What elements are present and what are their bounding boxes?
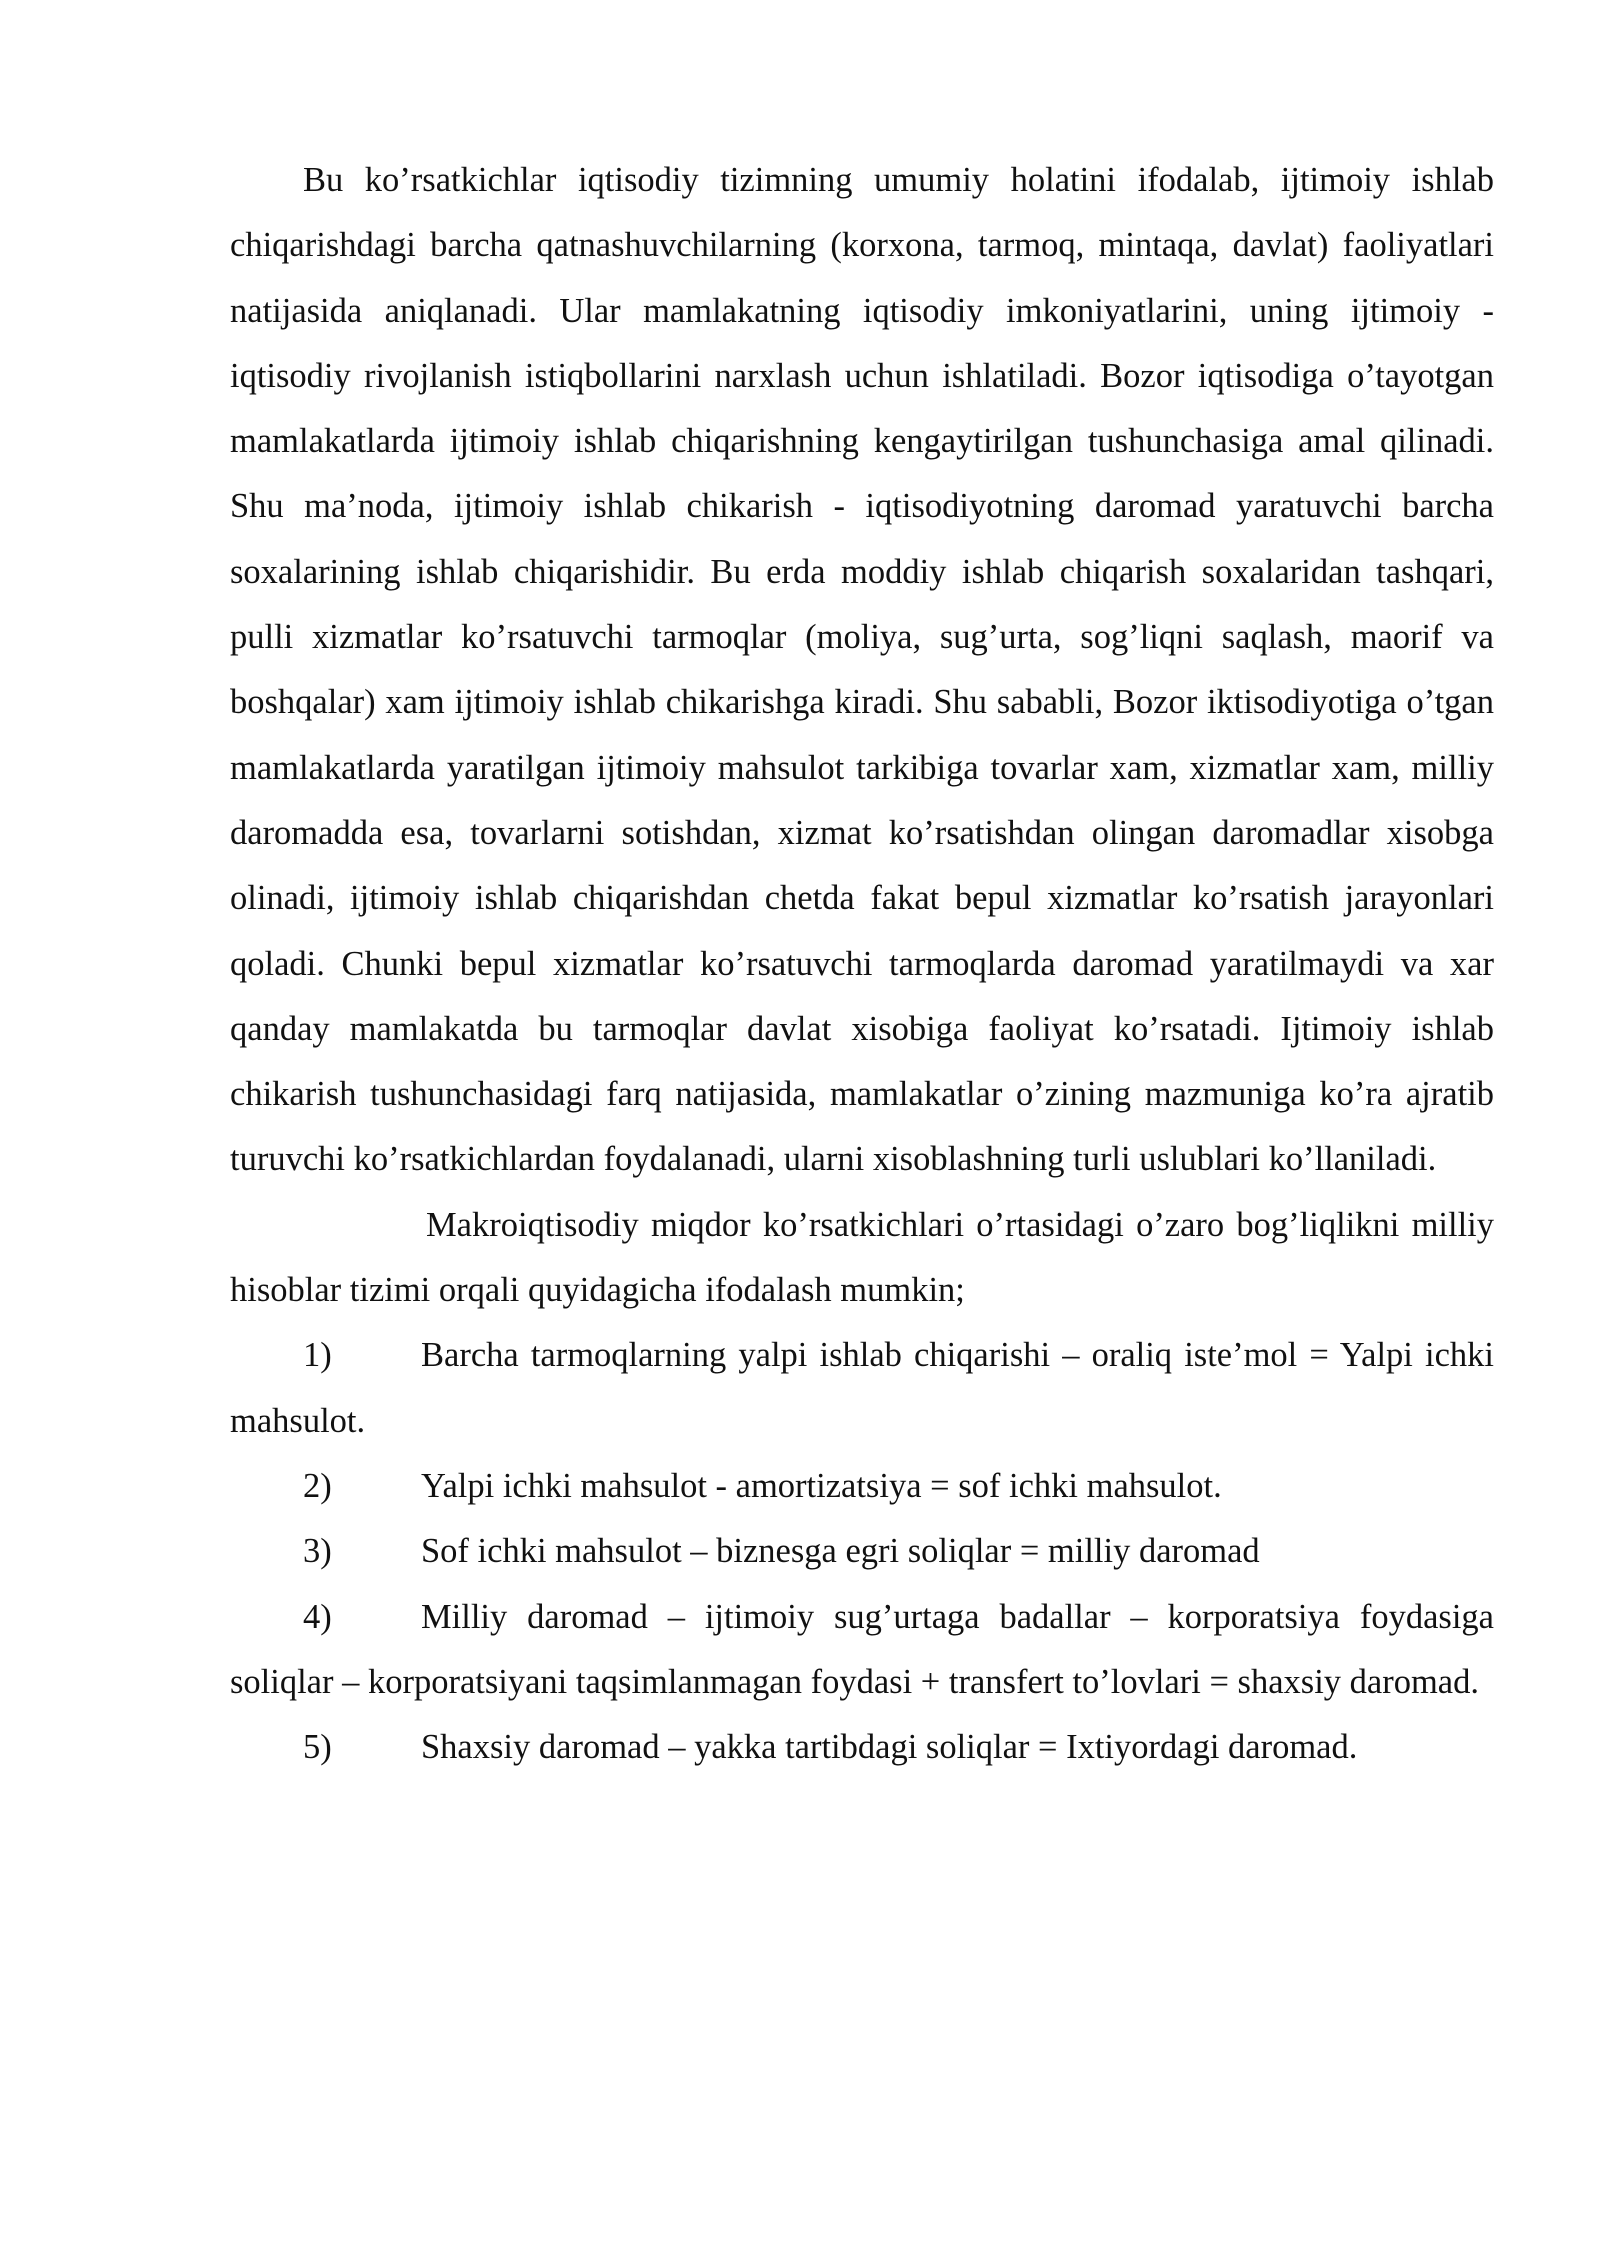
list-item-number: 3) bbox=[303, 1532, 332, 1571]
document-page bbox=[230, 148, 1494, 1780]
list-item bbox=[230, 1519, 1494, 1584]
paragraph-macro-relations: Makroiqtisodiy miqdor ko’rsatkichlari o’rtasidagi o’zaro bog’liqlikni milliy hisoblar tizimi orqali quyidagicha ifodalash mumkin; bbox=[230, 1205, 1494, 1310]
list-item-number: 4) bbox=[303, 1597, 332, 1636]
list-item bbox=[230, 1323, 1494, 1454]
list-item bbox=[230, 1454, 1494, 1519]
list-item-number: 2) bbox=[303, 1466, 332, 1505]
list-item-number: 5) bbox=[303, 1728, 332, 1767]
list-item-text: Shaxsiy daromad – yakka tartibdagi soliqlar = Ixtiyordagi daromad. bbox=[421, 1728, 1358, 1767]
list-item-text: Milliy daromad – ijtimoiy sug’urtaga badallar – korporatsiya foydasiga soliqlar – korporatsiyani taqsimlanmagan foydasi + transfert to’lovlari = shaxsiy daromad. bbox=[230, 1597, 1494, 1701]
list-item bbox=[230, 1585, 1494, 1716]
list-item-number: 1) bbox=[303, 1336, 332, 1375]
paragraph-intro: Bu ko’rsatkichlar iqtisodiy tizimning umumiy holatini ifodalab, ijtimoiy ishlab chiqarishdagi barcha qatnashuvchilarning (korxona, tarmoq, mintaqa, davlat) faoliyatlari natijasida aniqlanadi. Ular mamlakatning iqtisodiy imkoniyatlarini, uning ijtimoiy - iqtisodiy rivojlanish istiqbollarini narxlash uchun ishlatiladi. Bozor iqtisodiga o’tayotgan mamlakatlarda ijtimoiy ishlab chiqarishning kengaytirilgan tushunchasiga amal qilinadi. Shu ma’noda, ijtimoiy ishlab chikarish - iqtisodiyotning daromad yaratuvchi barcha soxalarining ishlab chiqarishidir. Bu erda moddiy ishlab chiqarish soxalaridan tashqari, pulli xizmatlar ko’rsatuvchi tarmoqlar (moliya, sug’urta, sog’liqni saqlash, maorif va boshqalar) xam ijtimoiy ishlab chikarishga kiradi. Shu sababli, Bozor iktisodiyotiga o’tgan mamlakatlarda yaratilgan ijtimoiy mahsulot tarkibiga tovarlar xam, xizmatlar xam, milliy daromadda esa, tovarlarni sotishdan, xizmat ko’rsatishdan olingan daromadlar xisobga olinadi, ijtimoiy ishlab chiqarishdan chetda fakat bepul xizmatlar ko’rsatish jarayonlari qoladi. Chunki bepul xizmatlar ko’rsatuvchi tarmoqlarda daromad yaratilmaydi va xar qanday mamlakatda bu tarmoqlar davlat xisobiga faoliyat ko’rsatadi. Ijtimoiy ishlab chikarish tushunchasidagi farq natijasida, mamlakatlar o’zining mazmuniga ko’ra ajratib turuvchi ko’rsatkichlardan foydalanadi, ularni xisoblashning turli uslublari ko’llaniladi. bbox=[230, 161, 1494, 1179]
list-item-text: Sof ichki mahsulot – biznesga egri soliqlar = milliy daromad bbox=[421, 1532, 1260, 1571]
list-item-text: Barcha tarmoqlarning yalpi ishlab chiqarishi – oraliq iste’mol = Yalpi ichki mahsulot. bbox=[230, 1336, 1494, 1440]
list-item bbox=[230, 1715, 1494, 1780]
list-item-text: Yalpi ichki mahsulot - amortizatsiya = sof ichki mahsulot. bbox=[421, 1466, 1222, 1505]
